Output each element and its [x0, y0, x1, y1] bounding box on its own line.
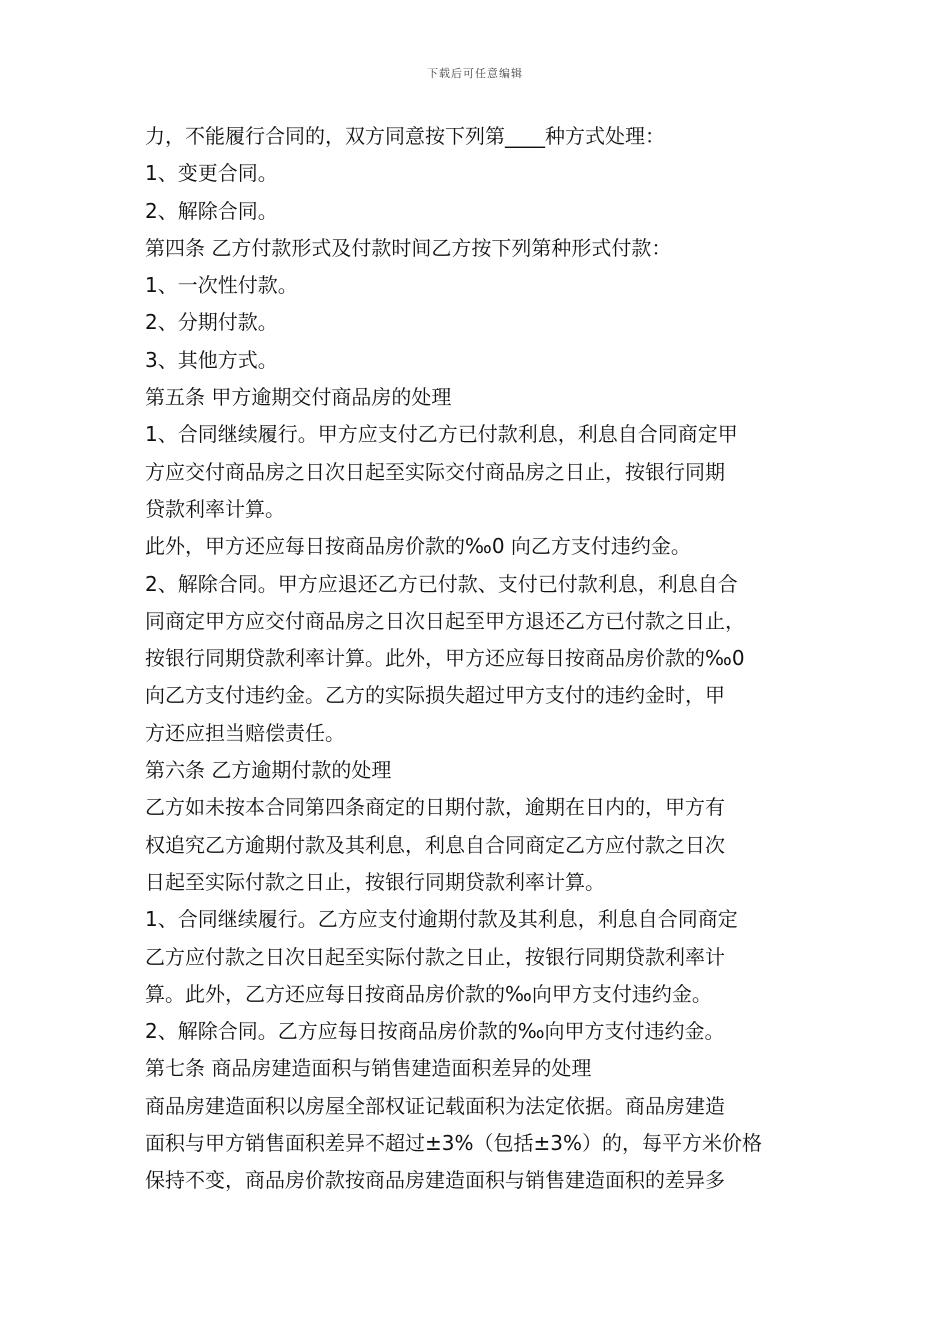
text-line: 2、解除合同。甲方应退还乙方已付款、支付已付款利息，利息自合	[145, 571, 738, 596]
page-header-note: 下载后可任意编辑	[427, 67, 523, 80]
section-heading: 第四条 乙方付款形式及付款时间乙方按下列第种形式付款：	[145, 235, 672, 260]
section-heading: 第七条 商品房建造面积与销售建造面积差异的处理	[145, 1056, 592, 1081]
text-line: 1、一次性付款。	[145, 273, 298, 298]
text-line: 3、其他方式。	[145, 347, 278, 372]
section-heading: 第六条 乙方逾期付款的处理	[145, 758, 392, 783]
document-body	[145, 118, 825, 1200]
text-line: 保持不变，商品房价款按商品房建造面积与销售建造面积的差异多	[145, 1168, 725, 1193]
section-heading: 第五条 甲方逾期交付商品房的处理	[145, 385, 452, 410]
text-line: 1、合同继续履行。甲方应支付乙方已付款利息，利息自合同商定甲	[145, 422, 738, 447]
text-line: 同商定甲方应交付商品房之日次日起至甲方退还乙方已付款之日止，	[145, 608, 745, 633]
text-line: 2、解除合同。乙方应每日按商品房价款的‰向甲方支付违约金。	[145, 1019, 725, 1044]
text-line: 此外，甲方还应每日按商品房价款的‰0 向乙方支付违约金。	[145, 534, 691, 559]
text-line: 权追究乙方逾期付款及其利息，利息自合同商定乙方应付款之日次	[145, 832, 725, 857]
text-line: 算。此外，乙方还应每日按商品房价款的‰向甲方支付违约金。	[145, 981, 712, 1006]
text-line: 1、变更合同。	[145, 161, 278, 186]
text-line: 2、分期付款。	[145, 310, 278, 335]
text-line: 面积与甲方销售面积差异不超过±3%（包括±3%）的，每平方米价格	[145, 1131, 762, 1156]
text-line: 2、解除合同。	[145, 198, 278, 223]
text-line: 1、合同继续履行。乙方应支付逾期付款及其利息，利息自合同商定	[145, 907, 738, 932]
text-line: 方应交付商品房之日次日起至实际交付商品房之日止，按银行同期	[145, 459, 725, 484]
text-line: 乙方如未按本合同第四条商定的日期付款，逾期在日内的，甲方有	[145, 795, 725, 820]
text-line: 贷款利率计算。	[145, 496, 285, 521]
text-line: 按银行同期贷款利率计算。此外，甲方还应每日按商品房价款的‰0	[145, 646, 745, 671]
text-line: 方还应担当赔偿责任。	[145, 720, 345, 745]
text-line: 向乙方支付违约金。乙方的实际损失超过甲方支付的违约金时，甲	[145, 683, 725, 708]
text-line: 力，不能履行合同的，双方同意按下列第____种方式处理：	[145, 124, 665, 148]
text-line: 商品房建造面积以房屋全部权证记载面积为法定依据。商品房建造	[145, 1093, 725, 1118]
text-line: 乙方应付款之日次日起至实际付款之日止，按银行同期贷款利率计	[145, 944, 725, 969]
text-line: 日起至实际付款之日止，按银行同期贷款利率计算。	[145, 869, 605, 894]
